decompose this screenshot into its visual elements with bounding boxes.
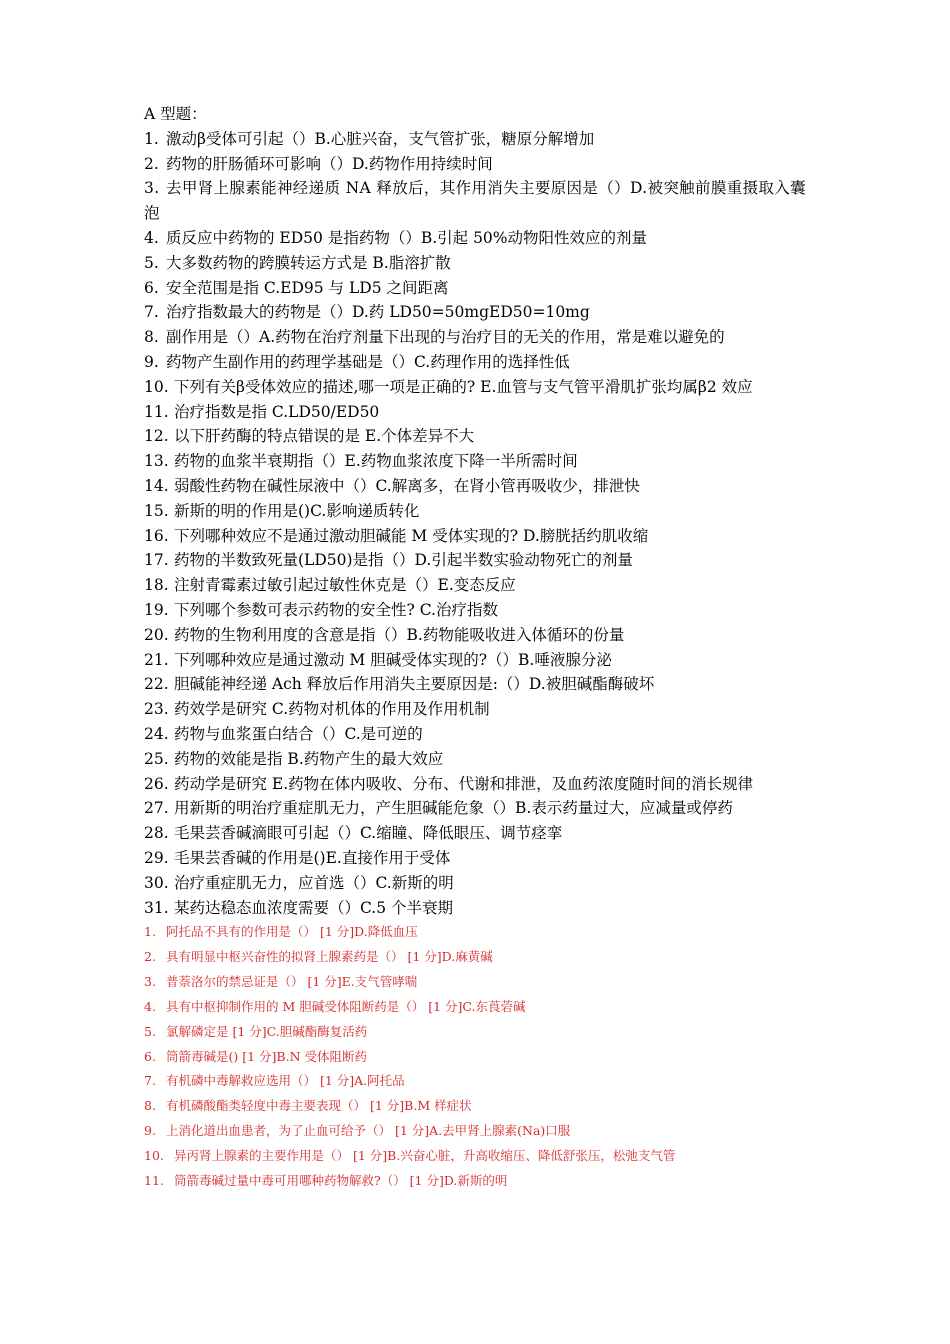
question-item xyxy=(144,127,820,152)
question-item xyxy=(144,325,820,350)
question-item xyxy=(144,598,820,623)
question-text: 毛果芸香碱的作用是()E.直接作用于受体 xyxy=(174,848,451,867)
question-text: 治疗指数最大的药物是（）D.药 LD50=50mgED50=10mg xyxy=(166,303,590,322)
question-number: 8. xyxy=(144,328,159,347)
question-number: 6. xyxy=(144,278,159,297)
question-item xyxy=(144,896,820,921)
question-item xyxy=(144,672,820,697)
question-text: 胆碱能神经递 Ach 释放后作用消失主要原因是:（）D.被胆碱酯酶破坏 xyxy=(174,675,655,694)
question-number: 12. xyxy=(144,427,169,446)
question-number: 31. xyxy=(144,898,169,917)
question-number: 8. xyxy=(144,1098,156,1114)
question-item xyxy=(144,871,820,896)
question-text: 毛果芸香碱滴眼可引起（）C.缩瞳、降低眼压、调节痉挛 xyxy=(174,824,563,843)
question-text: 上消化道出血患者，为了止血可给予（） [1 分]A.去甲肾上腺素(Na)口服 xyxy=(166,1123,571,1139)
question-text: 以下肝药酶的特点错误的是 E.个体差异不大 xyxy=(174,427,475,446)
question-text: 药物的血浆半衰期指（）E.药物血浆浓度下降一半所需时间 xyxy=(174,452,578,471)
question-text: 去甲肾上腺素能神经递质 NA 释放后，其作用消失主要原因是（）D.被突触前膜重摄取入囊泡 xyxy=(144,179,806,223)
question-item xyxy=(144,623,820,648)
question-text: 注射青霉素过敏引起过敏性休克是（）E.变态反应 xyxy=(174,576,516,595)
question-text: 阿托品不具有的作用是（） [1 分]D.降低血压 xyxy=(166,924,418,940)
question-text: 筒箭毒碱过量中毒可用哪种药物解救?（） [1 分]D.新斯的明 xyxy=(174,1172,508,1188)
question-item xyxy=(144,276,820,301)
question-item xyxy=(144,424,820,449)
question-number: 29. xyxy=(144,848,169,867)
question-text: 弱酸性药物在碱性尿液中（）C.解离多，在肾小管再吸收少，排泄快 xyxy=(174,476,640,495)
question-text: 药物产生副作用的药理学基础是（）C.药理作用的选择性低 xyxy=(166,352,570,371)
question-text: 大多数药物的跨膜转运方式是 B.脂溶扩散 xyxy=(166,253,451,272)
question-item xyxy=(144,1169,820,1194)
question-number: 6. xyxy=(144,1048,156,1064)
question-number: 14. xyxy=(144,476,169,495)
question-text: 具有明显中枢兴奋性的拟肾上腺素药是（） [1 分]D.麻黄碱 xyxy=(166,949,493,965)
question-item xyxy=(144,945,820,970)
question-item xyxy=(144,251,820,276)
question-number: 30. xyxy=(144,873,169,892)
question-text: 氯解磷定是 [1 分]C.胆碱酯酶复活药 xyxy=(166,1023,368,1039)
question-text: 筒箭毒碱是() [1 分]B.N 受体阻断药 xyxy=(166,1048,367,1064)
question-item xyxy=(144,226,820,251)
question-number: 20. xyxy=(144,625,169,644)
question-number: 5. xyxy=(144,1023,156,1039)
question-text: 用新斯的明治疗重症肌无力，产生胆碱能危象（）B.表示药量过大，应减量或停药 xyxy=(174,799,733,818)
question-number: 19. xyxy=(144,600,169,619)
question-item xyxy=(144,449,820,474)
question-text: 药物的半数致死量(LD50)是指（）D.引起半数实验动物死亡的剂量 xyxy=(174,551,633,570)
question-number: 1. xyxy=(144,129,159,148)
question-item xyxy=(144,300,820,325)
question-item xyxy=(144,846,820,871)
question-text: 有机磷中毒解救应选用（） [1 分]A.阿托品 xyxy=(166,1073,405,1089)
question-number: 7. xyxy=(144,303,159,322)
question-number: 16. xyxy=(144,526,169,545)
question-text: 某药达稳态血浓度需要（）C.5 个半衰期 xyxy=(174,898,454,917)
question-item xyxy=(144,375,820,400)
question-number: 26. xyxy=(144,774,169,793)
question-text: 质反应中药物的 ED50 是指药物（）B.引起 50%动物阳性效应的剂量 xyxy=(166,228,648,247)
question-number: 4. xyxy=(144,228,159,247)
question-text: 药物的肝肠循环可影响（）D.药物作用持续时间 xyxy=(166,154,493,173)
question-item xyxy=(144,648,820,673)
question-number: 9. xyxy=(144,352,159,371)
question-text: 治疗指数是指 C.LD50/ED50 xyxy=(174,402,380,421)
question-text: 药动学是研究 E.药物在体内吸收、分布、代谢和排泄，及血药浓度随时间的消长规律 xyxy=(174,774,754,793)
question-text: 激动β受体可引起（）B.心脏兴奋，支气管扩张，糖原分解增加 xyxy=(166,129,595,148)
question-text: 有机磷酸酯类轻度中毒主要表现（） [1 分]B.M 样症状 xyxy=(166,1098,472,1114)
question-number: 1. xyxy=(144,924,156,940)
question-item xyxy=(144,722,820,747)
section-heading: A 型题： xyxy=(144,105,207,123)
question-text: 药物与血浆蛋白结合（）C.是可逆的 xyxy=(174,724,423,743)
question-item xyxy=(144,821,820,846)
question-text: 具有中枢抑制作用的 M 胆碱受体阻断药是（） [1 分]C.东莨菪碱 xyxy=(166,998,526,1014)
question-item xyxy=(144,1094,820,1119)
question-item xyxy=(144,524,820,549)
question-list-b xyxy=(144,920,820,1193)
question-number: 11. xyxy=(144,402,169,421)
question-item xyxy=(144,772,820,797)
question-item xyxy=(144,176,820,226)
document-content xyxy=(144,102,820,1194)
question-text: 副作用是（）A.药物在治疗剂量下出现的与治疗目的无关的作用，常是难以避免的 xyxy=(166,328,725,347)
question-number: 17. xyxy=(144,551,169,570)
question-text: 治疗重症肌无力，应首选（）C.新斯的明 xyxy=(174,873,454,892)
question-number: 10. xyxy=(144,1147,164,1163)
question-number: 9. xyxy=(144,1123,156,1139)
question-number: 7. xyxy=(144,1073,156,1089)
question-number: 18. xyxy=(144,576,169,595)
question-item xyxy=(144,747,820,772)
question-number: 13. xyxy=(144,452,169,471)
question-number: 10. xyxy=(144,377,169,396)
question-item xyxy=(144,1119,820,1144)
question-item xyxy=(144,1144,820,1169)
question-number: 3. xyxy=(144,973,156,989)
question-item xyxy=(144,1069,820,1094)
question-number: 2. xyxy=(144,949,156,965)
question-item xyxy=(144,697,820,722)
question-number: 15. xyxy=(144,501,169,520)
question-item xyxy=(144,152,820,177)
question-item xyxy=(144,548,820,573)
question-text: 药物的效能是指 B.药物产生的最大效应 xyxy=(174,749,444,768)
question-number: 3. xyxy=(144,179,160,198)
question-item xyxy=(144,995,820,1020)
question-text: 安全范围是指 C.ED95 与 LD5 之间距离 xyxy=(166,278,449,297)
question-text: 异丙肾上腺素的主要作用是（） [1 分]B.兴奋心脏，升高收缩压、降低舒张压，松弛支气管 xyxy=(174,1147,676,1163)
question-number: 27. xyxy=(144,799,169,818)
question-item xyxy=(144,573,820,598)
question-number: 2. xyxy=(144,154,159,173)
question-item xyxy=(144,1045,820,1070)
question-text: 下列哪种效应不是通过激动胆碱能 M 受体实现的? D.膀胱括约肌收缩 xyxy=(174,526,649,545)
question-item xyxy=(144,474,820,499)
question-number: 22. xyxy=(144,675,169,694)
question-item xyxy=(144,400,820,425)
question-item xyxy=(144,499,820,524)
question-number: 5. xyxy=(144,253,159,272)
question-text: 新斯的明的作用是()C.影响递质转化 xyxy=(174,501,420,520)
question-text: 下列哪种效应是通过激动 M 胆碱受体实现的?（）B.唾液腺分泌 xyxy=(174,650,612,669)
question-number: 25. xyxy=(144,749,169,768)
question-item xyxy=(144,920,820,945)
question-text: 药效学是研究 C.药物对机体的作用及作用机制 xyxy=(174,700,490,719)
question-number: 21. xyxy=(144,650,169,669)
question-item xyxy=(144,1020,820,1045)
question-text: 下列哪个参数可表示药物的安全性? C.治疗指数 xyxy=(174,600,498,619)
question-text: 下列有关β受体效应的描述,哪一项是正确的? E.血管与支气管平滑肌扩张均属β2 效应 xyxy=(174,377,753,396)
question-list-a xyxy=(144,127,820,921)
question-item xyxy=(144,796,820,821)
question-number: 11. xyxy=(144,1172,164,1188)
question-text: 普萘洛尔的禁忌证是（） [1 分]E.支气管哮喘 xyxy=(166,973,418,989)
question-number: 28. xyxy=(144,824,169,843)
question-number: 23. xyxy=(144,700,169,719)
question-item xyxy=(144,970,820,995)
question-number: 24. xyxy=(144,724,169,743)
question-item xyxy=(144,350,820,375)
question-text: 药物的生物利用度的含意是指（）B.药物能吸收进入体循环的份量 xyxy=(174,625,625,644)
question-number: 4. xyxy=(144,998,156,1014)
